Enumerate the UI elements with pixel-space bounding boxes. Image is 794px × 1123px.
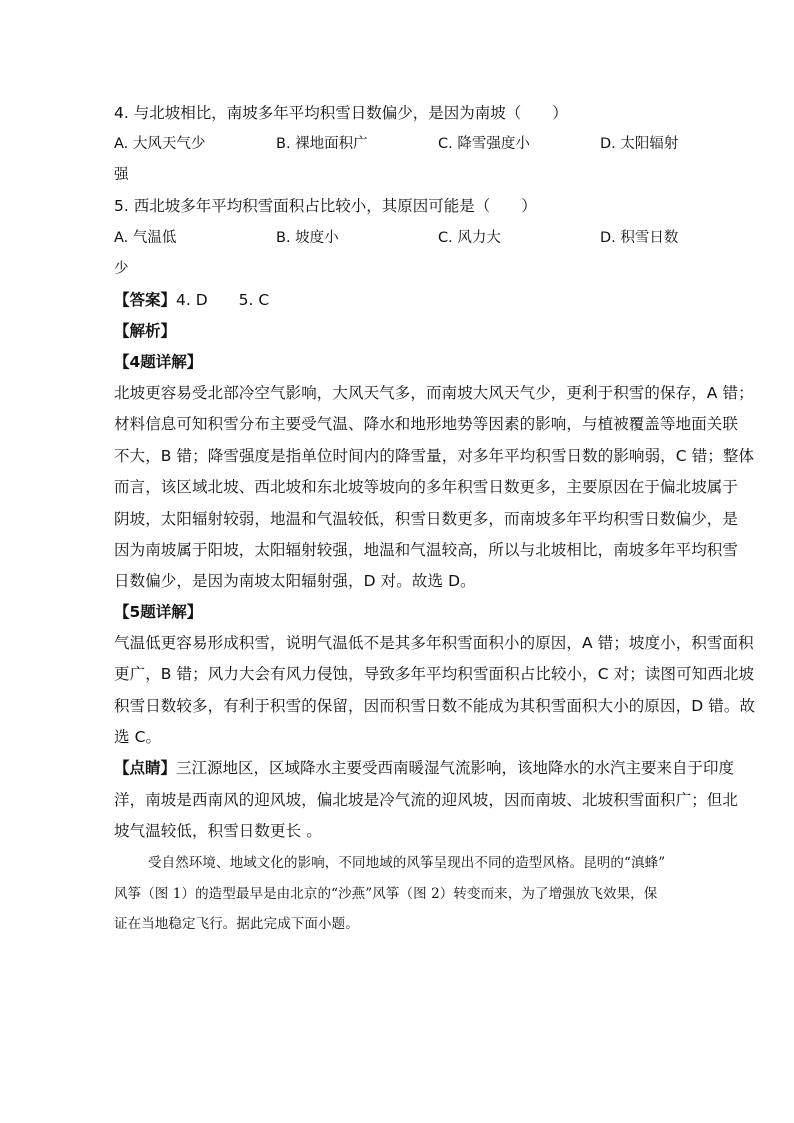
q4-option-c: C. 降雪强度小 [438, 136, 530, 152]
q4-option-a: A. 大风天气少 [114, 136, 206, 152]
detail-4-line-6: 因为南坡属于阳坡，太阳辐射较强，地温和气温较高，所以与北坡相比，南坡多年平均积雪 [114, 541, 739, 559]
detail-5-line-1: 气温低更容易形成积雪，说明气温低不是其多年积雪面积小的原因，A 错；坡度小，积雪面积 [114, 634, 754, 652]
material-line-1: 受自然环境、地域文化的影响，不同地域的风筝呈现出不同的造型风格。昆明的“滇蜂” [148, 855, 666, 871]
answer-line [114, 290, 269, 310]
q5-option-d: D. 积雪日数 [600, 230, 679, 246]
detail-4-tag: 【4题详解】 [114, 353, 203, 371]
detail-4-line-1: 北坡更容易受北部冷空气影响，大风天气多，而南坡大风天气少，更利于积雪的保存，A 错； [114, 384, 754, 402]
question-5-stem: 5. 西北坡多年平均积雪面积占比较小，其原因可能是（ ） [114, 197, 537, 215]
q5-option-d-wrap: 少 [114, 261, 129, 277]
note-tag: 【点睛】 [114, 759, 177, 777]
q4-option-d-wrap: 强 [114, 167, 129, 183]
note-line-3: 坡气温较低，积雪日数更长 。 [114, 822, 322, 840]
detail-4-line-2: 材料信息可知积雪分布主要受气温、降水和地形地势等因素的影响，与植被覆盖等地面关联 [114, 415, 739, 433]
q5-option-c: C. 风力大 [438, 230, 501, 246]
detail-5-tag: 【5题详解】 [114, 603, 203, 621]
note-line-2: 洋，南坡是西南风的迎风坡，偏北坡是冷气流的迎风坡，因而南坡、北坡积雪面积广；但北 [114, 791, 739, 809]
detail-5-line-3: 积雪日数较多，有利于积雪的保留，因而积雪日数不能成为其积雪面积大小的原因，D 错。故 [114, 697, 756, 715]
q5-option-b: B. 坡度小 [276, 230, 339, 246]
detail-4-line-7: 日数偏少，是因为南坡太阳辐射强，D 对。故选 D。 [114, 572, 476, 590]
material-line-2: 风筝（图 1）的造型最早是由北京的“沙燕”风筝（图 2）转变而来，为了增强放飞效果，保 [114, 886, 658, 902]
note-line-1 [114, 758, 734, 778]
question-4-stem: 4. 与北坡相比，南坡多年平均积雪日数偏少，是因为南坡（ ） [114, 104, 568, 122]
detail-4-line-4: 而言，该区域北坡、西北坡和东北坡等坡向的多年积雪日数更多，主要原因在于偏北坡属于 [114, 478, 739, 496]
detail-4-line-5: 阴坡，太阳辐射较弱，地温和气温较低，积雪日数更多，而南坡多年平均积雪日数偏少，是 [114, 510, 739, 528]
material-line-3: 证在当地稳定飞行。据此完成下面小题。 [114, 916, 359, 932]
note-first-text: 三江源地区，区域降水主要受西南暖湿气流影响，该地降水的水汽主要来自于印度 [176, 759, 735, 777]
answer-tag: 【答案】 [114, 291, 177, 309]
answer-text: 4. D 5. C [176, 291, 270, 309]
detail-5-line-4: 选 C。 [114, 728, 162, 746]
detail-5-line-2: 更广，B 错；风力大会有风力侵蚀，导致多年平均积雪面积占比较小，C 对；读图可知西北坡 [114, 665, 755, 683]
q4-option-d: D. 太阳辐射 [600, 136, 679, 152]
q5-option-a: A. 气温低 [114, 230, 177, 246]
detail-4-line-3: 不大，B 错；降雪强度是指单位时间内的降雪量，对多年平均积雪日数的影响弱，C 错；整体 [114, 447, 755, 465]
analysis-tag: 【解析】 [114, 322, 177, 340]
q4-option-b: B. 裸地面积广 [276, 136, 368, 152]
